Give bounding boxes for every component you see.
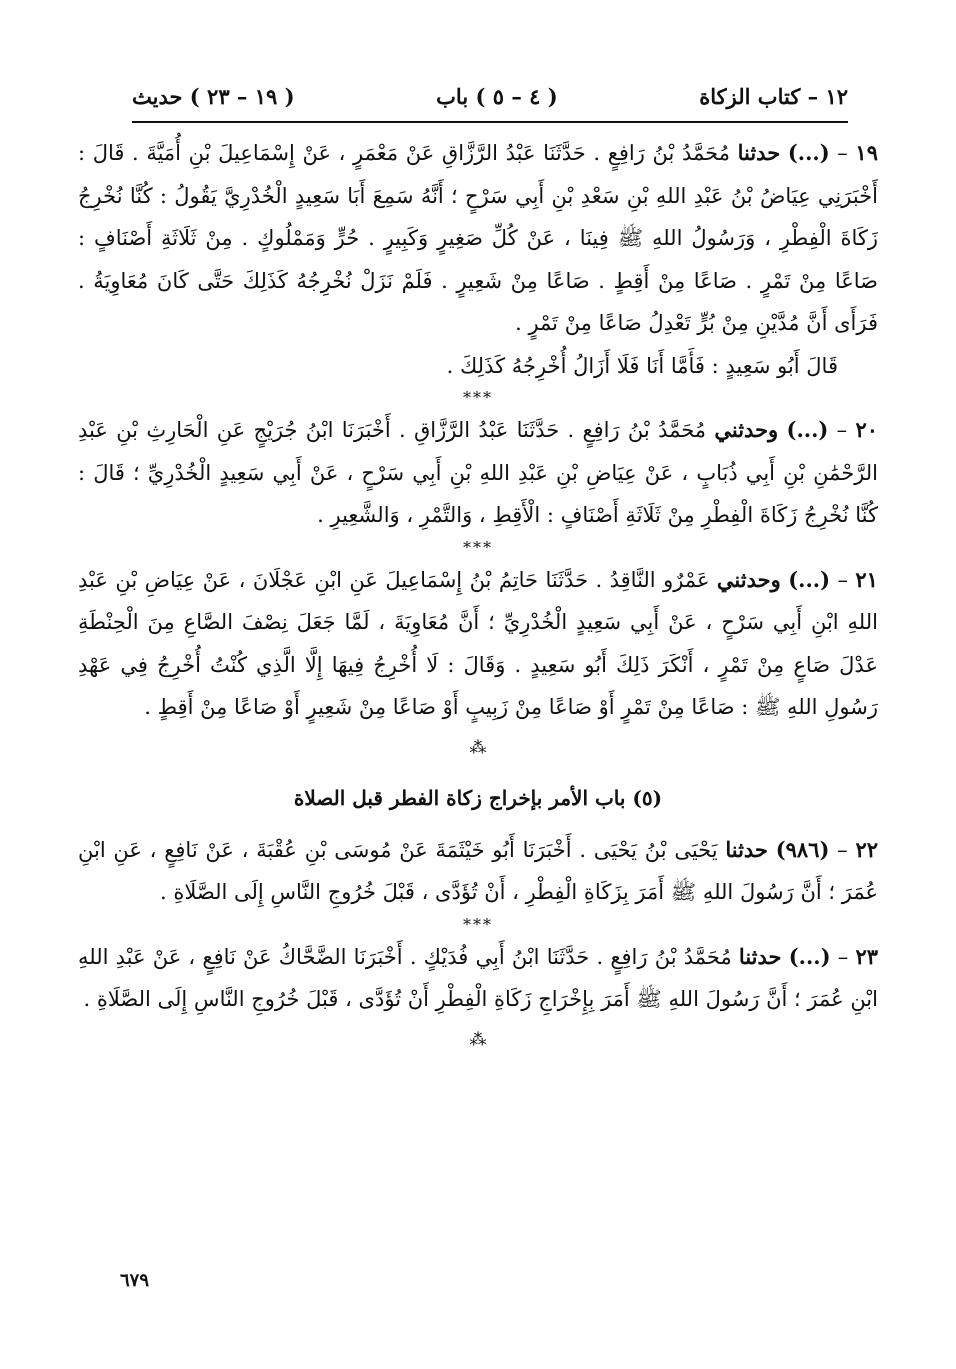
header-rule bbox=[132, 121, 848, 123]
separator-asterism: ⁂ bbox=[469, 737, 487, 758]
hadith-text: مُحَمَّدُ بْنُ رَافِعٍ . حَدَّثَنَا ابْنُ أَبِي فُدَيْكٍ . أَخْبَرَنَا الضَّحَّاكُ عَنْ نَافِعٍ ، عَنْ عَبْدِ اللهِ ابْنِ عُمَرَ ؛ أَنَّ رَسُولَ اللهِ ﷺ أَمَرَ بِإِخْرَاجِ زَكَاةِ الْفِطْرِ أَنْ تُؤَدَّى ، قَبْلَ خُرُوجِ النَّاسِ إِلَى الصَّلَاةِ . bbox=[78, 944, 878, 1011]
hadith-text: مُحَمَّدُ بْنُ رَافِعٍ . حَدَّثَنَا عَبْدُ الرَّزَّاقِ . أَخْبَرَنَا ابْنُ جُرَيْجٍ عَنِ الْحَارِثِ بْنِ عَبْدِ الرَّحْمَٰنِ بْنِ أَبِي ذُبَابٍ ، عَنْ عِيَاضِ بْنِ عَبْدِ اللهِ بْنِ أَبِي سَرْحٍ ، عَنْ أَبِي سَعِيدٍ الْخُدْرِيِّ ؛ قَالَ : كُنَّا نُخْرِجُ زَكَاةَ الْفِطْرِ مِنْ ثَلَاثَةِ أَصْنَافٍ : الْأَقِطِ ، وَالتَّمْرِ ، وَالشَّعِيرِ . bbox=[78, 418, 878, 527]
hadith-number: ٢١ bbox=[855, 566, 878, 592]
hadith-number: ١٩ bbox=[855, 140, 878, 165]
hadith-text: عَمْرٌو النَّاقِدُ . حَدَّثَنَا حَاتِمُ بْنُ إِسْمَاعِيلَ عَنِ ابْنِ عَجْلَانَ ، عَنْ عِيَاضِ بْنِ عَبْدِ اللهِ ابْنِ أَبِي سَرْحٍ ، عَنْ أَبِي سَعِيدٍ الْخُدْرِيِّ ؛ أَنَّ مُعَاوِيَةَ ، لَمَّا جَعَلَ نِصْفَ الصَّاعِ مِنَ الْحِنْطَةِ عَدْلَ صَاعٍ مِنْ تَمْرٍ ، أَنْكَرَ ذَلِكَ أَبُو سَعِيدٍ . وَقَالَ : لَا أُخْرِجُ فِيهَا إِلَّا الَّذِي كُنْتُ أُخْرِجُ فِي عَهْدِ رَسُولِ اللهِ ﷺ : صَاعًا مِنْ تَمْرٍ أَوْ صَاعًا مِنْ زَبِيبٍ أَوْ صَاعًا مِنْ شَعِيرٍ أَوْ صَاعًا مِنْ أَقِطٍ . bbox=[78, 567, 878, 719]
hadith-number: ٢٣ bbox=[855, 943, 878, 969]
hadith-21: ٢١ – (...) وحدثني عَمْرٌو النَّاقِدُ . حَدَّثَنَا حَاتِمُ بْنُ إِسْمَاعِيلَ عَنِ ابْنِ عَجْلَانَ ، عَنْ عِيَاضِ بْنِ عَبْدِ اللهِ ابْنِ أَبِي سَرْحٍ ، عَنْ أَبِي سَعِيدٍ الْخُدْرِيِّ ؛ أَنَّ مُعَاوِيَةَ ، لَمَّا جَعَلَ نِصْفَ الصَّاعِ مِنَ الْحِنْطَةِ عَدْلَ صَاعٍ مِنْ تَمْرٍ ، أَنْكَرَ ذَلِكَ أَبُو سَعِيدٍ . وَقَالَ : لَا أُخْرِجُ فِيهَا إِلَّا الَّذِي كُنْتُ أُخْرِجُ فِي عَهْدِ رَسُولِ اللهِ ﷺ : صَاعًا مِنْ تَمْرٍ أَوْ صَاعًا مِنْ زَبِيبٍ أَوْ صَاعًا مِنْ شَعِيرٍ أَوْ صَاعًا مِنْ أَقِطٍ . bbox=[78, 566, 878, 719]
page-number: ٦٧٩ bbox=[120, 1270, 150, 1291]
hadith-opener: وحدثني bbox=[714, 417, 779, 442]
hadith-number: ٢٢ bbox=[855, 836, 878, 862]
hadith-text: مُحَمَّدُ بْنُ رَافِعٍ . حَدَّثَنَا عَبْدُ الرَّزَّاقِ عَنْ مَعْمَرٍ ، عَنْ إِسْمَاعِيلَ بْنِ أُمَيَّةَ . قَالَ : أَخْبَرَنِي عِيَاضُ بْنُ عَبْدِ اللهِ بْنِ سَعْدِ بْنِ أَبِي سَرْحٍ ؛ أَنَّهُ سَمِعَ أَبَا سَعِيدٍ الْخُدْرِيَّ يَقُولُ : كُنَّا نُخْرِجُ زَكَاةَ الْفِطْرِ ، وَرَسُولُ اللهِ ﷺ فِينَا ، عَنْ كُلِّ صَغِيرٍ وَكَبِيرٍ . حُرٍّ وَمَمْلُوكٍ . مِنْ ثَلَاثَةِ أَصْنَافٍ : صَاعًا مِنْ تَمْرٍ . صَاعًا مِنْ أَقِطٍ . صَاعًا مِنْ شَعِيرٍ . فَلَمْ نَزَلْ نُخْرِجُهُ كَذَلِكَ حَتَّى كَانَ مُعَاوِيَةُ . فَرَأَى أَنَّ مُدَّيْنِ مِنْ بُرٍّ تَعْدِلُ صَاعًا مِنْ تَمْرٍ . bbox=[78, 141, 878, 335]
hadith-23: ٢٣ – (...) حدثنا مُحَمَّدُ بْنُ رَافِعٍ . حَدَّثَنَا ابْنُ أَبِي فُدَيْكٍ . أَخْبَرَنَا الضَّحَّاكُ عَنْ نَافِعٍ ، عَنْ عَبْدِ اللهِ ابْنِ عُمَرَ ؛ أَنَّ رَسُولَ اللهِ ﷺ أَمَرَ بِإِخْرَاجِ زَكَاةِ الْفِطْرِ أَنْ تُؤَدَّى ، قَبْلَ خُرُوجِ النَّاسِ إِلَى الصَّلَاةِ . bbox=[78, 943, 878, 1011]
hadith-ref: (...) bbox=[788, 943, 831, 969]
hadith-22: ٢٢ – (٩٨٦) حدثنا يَحْيَى بْنُ يَحْيَى . أَخْبَرَنَا أَبُو خَيْثَمَةَ عَنْ مُوسَى بْنِ عُقْبَةَ ، عَنْ نَافِعٍ ، عَنِ ابْنِ عُمَرَ ؛ أَنَّ رَسُولَ اللهِ ﷺ أَمَرَ بِزَكَاةِ الْفِطْرِ ، أَنْ تُؤَدَّى ، قَبْلَ خُرُوجِ النَّاسِ إِلَى الصَّلَاةِ . bbox=[78, 836, 878, 904]
hadith-text: يَحْيَى بْنُ يَحْيَى . أَخْبَرَنَا أَبُو خَيْثَمَةَ عَنْ مُوسَى بْنِ عُقْبَةَ ، عَنْ نَافِعٍ ، عَنِ ابْنِ عُمَرَ ؛ أَنَّ رَسُولَ اللهِ ﷺ أَمَرَ بِزَكَاةِ الْفِطْرِ ، أَنْ تُؤَدَّى ، قَبْلَ خُرُوجِ النَّاسِ إِلَى الصَّلَاةِ . bbox=[78, 837, 878, 904]
hadith-opener: حدثنا bbox=[737, 140, 781, 165]
hadith-ref: (٩٨٦) bbox=[775, 836, 830, 862]
hadith-opener: وحدثني bbox=[716, 566, 781, 592]
chapter-title: (٥) باب الأمر بإخراج زكاة الفطر قبل الصلاة bbox=[293, 785, 663, 810]
hadith-opener: حدثنا bbox=[725, 836, 768, 862]
separator-stars: *** bbox=[463, 914, 493, 934]
hadith-number: ٢٠ bbox=[855, 417, 879, 442]
hadith-ref: (...) bbox=[787, 140, 830, 165]
page-header bbox=[132, 72, 848, 120]
hadith-opener: حدثنا bbox=[738, 943, 782, 969]
separator-asterism: ⁂ bbox=[469, 1029, 487, 1050]
hadith-19-remark: قَالَ أَبُو سَعِيدٍ : فَأَمَّا أَنَا فَلَا أَزَالُ أُخْرِجُهُ كَذَلِكَ . bbox=[446, 353, 838, 378]
hadith-19: ١٩ – (...) حدثنا مُحَمَّدُ بْنُ رَافِعٍ . حَدَّثَنَا عَبْدُ الرَّزَّاقِ عَنْ مَعْمَرٍ ، عَنْ إِسْمَاعِيلَ بْنِ أُمَيَّةَ . قَالَ : أَخْبَرَنِي عِيَاضُ بْنُ عَبْدِ اللهِ بْنِ سَعْدِ بْنِ أَبِي سَرْحٍ ؛ أَنَّهُ سَمِعَ أَبَا سَعِيدٍ الْخُدْرِيَّ يَقُولُ : كُنَّا نُخْرِجُ زَكَاةَ الْفِطْرِ ، وَرَسُولُ اللهِ ﷺ فِينَا ، عَنْ كُلِّ صَغِيرٍ وَكَبِيرٍ . حُرٍّ وَمَمْلُوكٍ . مِنْ ثَلَاثَةِ أَصْنَافٍ : صَاعًا مِنْ تَمْرٍ . صَاعًا مِنْ أَقِطٍ . صَاعًا مِنْ شَعِيرٍ . فَلَمْ نَزَلْ نُخْرِجُهُ كَذَلِكَ حَتَّى كَانَ مُعَاوِيَةُ . فَرَأَى أَنَّ مُدَّيْنِ مِنْ بُرٍّ تَعْدِلُ صَاعًا مِنْ تَمْرٍ . bbox=[78, 140, 878, 335]
hadith-20: ٢٠ – (...) وحدثني مُحَمَّدُ بْنُ رَافِعٍ . حَدَّثَنَا عَبْدُ الرَّزَّاقِ . أَخْبَرَنَا ابْنُ جُرَيْجٍ عَنِ الْحَارِثِ بْنِ عَبْدِ الرَّحْمَٰنِ بْنِ أَبِي ذُبَابٍ ، عَنْ عِيَاضِ بْنِ عَبْدِ اللهِ بْنِ أَبِي سَرْحٍ ، عَنْ أَبِي سَعِيدٍ الْخُدْرِيِّ ؛ قَالَ : كُنَّا نُخْرِجُ زَكَاةَ الْفِطْرِ مِنْ ثَلَاثَةِ أَصْنَافٍ : الْأَقِطِ ، وَالتَّمْرِ ، وَالشَّعِيرِ . bbox=[78, 417, 879, 527]
main-text bbox=[78, 132, 878, 1061]
separator-stars: *** bbox=[463, 537, 493, 557]
header-hadith-range: ( ١٩ – ٢٣ ) حديث bbox=[132, 83, 295, 109]
hadith-ref: (...) bbox=[786, 417, 829, 442]
separator-stars: *** bbox=[463, 388, 493, 407]
hadith-ref: (...) bbox=[788, 566, 831, 592]
header-chapter-range: ( ٤ – ٥ ) باب bbox=[436, 83, 558, 109]
header-book-title: ١٢ – كتاب الزكاة bbox=[699, 83, 848, 109]
